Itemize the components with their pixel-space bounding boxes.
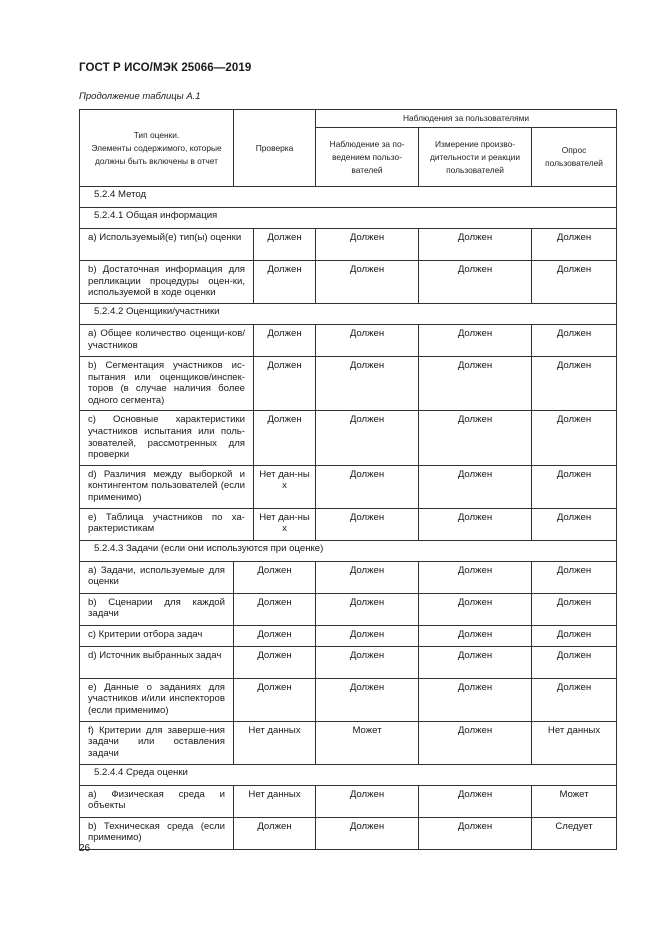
meas-cell: Должен — [419, 646, 532, 678]
item-label: c) Основные характеристики участников испытания или поль-зователей, рассмотренных для проверки — [80, 411, 254, 465]
obs-cell: Должен — [316, 357, 419, 411]
check-cell: Нет дан-ных — [254, 465, 316, 508]
check-cell: Должен — [254, 261, 316, 304]
col-header-behavior: Наблюдение за по- ведением пользо- вателей — [316, 128, 419, 187]
check-cell: Должен — [234, 646, 316, 678]
standard-title: ГОСТ Р ИСО/МЭК 25066—2019 — [79, 62, 252, 74]
obs-cell: Должен — [316, 465, 419, 508]
survey-cell: Должен — [532, 678, 617, 721]
meas-cell: Должен — [419, 508, 532, 540]
item-label: d) Источник выбранных задач — [80, 646, 234, 678]
section-row — [80, 540, 617, 561]
item-label: b) Сегментация участников ис-пытания или оценщиков/инспек-торов (в случае наличия более одного сегмента) — [80, 357, 254, 411]
table-row — [80, 357, 617, 411]
item-label: b) Сценарии для каждой задачи — [80, 593, 234, 625]
table-row — [80, 646, 617, 678]
table-row — [80, 785, 617, 817]
item-label: e) Данные о заданиях для участников и/или инспекторов (если применимо) — [80, 678, 234, 721]
check-cell: Нет данных — [234, 785, 316, 817]
survey-cell: Должен — [532, 625, 617, 646]
survey-cell: Должен — [532, 229, 617, 261]
check-cell: Должен — [234, 625, 316, 646]
table-row — [80, 625, 617, 646]
check-cell: Должен — [254, 325, 316, 357]
item-label: a) Используемый(е) тип(ы) оценки — [80, 229, 254, 261]
table-row — [80, 561, 617, 593]
table-row — [80, 261, 617, 304]
requirements-table — [79, 109, 617, 850]
table-row — [80, 678, 617, 721]
table-row — [80, 508, 617, 540]
check-cell: Должен — [254, 411, 316, 465]
item-label: a) Задачи, используемые для оценки — [80, 561, 234, 593]
meas-cell: Должен — [419, 325, 532, 357]
survey-cell: Должен — [532, 646, 617, 678]
survey-cell: Должен — [532, 561, 617, 593]
page-number: 26 — [79, 843, 91, 854]
check-cell: Нет дан-ных — [254, 508, 316, 540]
meas-cell: Должен — [419, 465, 532, 508]
item-label: a) Физическая среда и объекты — [80, 785, 234, 817]
item-label: c) Критерии отбора задач — [80, 625, 234, 646]
check-cell: Должен — [254, 357, 316, 411]
section-row — [80, 764, 617, 785]
meas-cell: Должен — [419, 678, 532, 721]
survey-cell: Может — [532, 785, 617, 817]
section-row — [80, 187, 617, 208]
obs-cell: Должен — [316, 593, 419, 625]
check-cell: Должен — [254, 229, 316, 261]
survey-cell: Должен — [532, 593, 617, 625]
survey-cell: Должен — [532, 325, 617, 357]
obs-cell: Должен — [316, 625, 419, 646]
col-header-survey: Опрос пользователей — [532, 128, 617, 187]
obs-cell: Должен — [316, 325, 419, 357]
col-header-observations: Наблюдения за пользователями — [316, 110, 617, 128]
survey-cell: Следует — [532, 817, 617, 849]
section-label: 5.2.4.3 Задачи (если они используются при оценке) — [80, 540, 617, 561]
item-label: b) Техническая среда (если применимо) — [80, 817, 234, 849]
meas-cell: Должен — [419, 625, 532, 646]
table-row — [80, 411, 617, 465]
obs-cell: Должен — [316, 561, 419, 593]
item-label: a) Общее количество оценщи-ков/ участников — [80, 325, 254, 357]
col-header-check: Проверка — [234, 110, 316, 187]
obs-cell: Должен — [316, 785, 419, 817]
check-cell: Должен — [234, 678, 316, 721]
check-cell: Должен — [234, 561, 316, 593]
survey-cell: Должен — [532, 411, 617, 465]
meas-cell: Должен — [419, 721, 532, 764]
item-label: d) Различия между выборкой и контингентом пользователей (если применимо) — [80, 465, 254, 508]
item-label: e) Таблица участников по ха-рактеристикам — [80, 508, 254, 540]
col-header-measurement: Измерение произво- дительности и реакции пользователей — [419, 128, 532, 187]
obs-cell: Должен — [316, 261, 419, 304]
obs-cell: Может — [316, 721, 419, 764]
survey-cell: Должен — [532, 508, 617, 540]
meas-cell: Должен — [419, 411, 532, 465]
meas-cell: Должен — [419, 785, 532, 817]
obs-cell: Должен — [316, 646, 419, 678]
item-label: f) Критерии для заверше-ния задачи или оставления задачи — [80, 721, 234, 764]
table-row — [80, 721, 617, 764]
survey-cell: Нет данных — [532, 721, 617, 764]
meas-cell: Должен — [419, 229, 532, 261]
meas-cell: Должен — [419, 261, 532, 304]
check-cell: Нет данных — [234, 721, 316, 764]
survey-cell: Должен — [532, 357, 617, 411]
item-label: b) Достаточная информация для репликации процедуры оцен-ки, используемой в ходе оценки — [80, 261, 254, 304]
survey-cell: Должен — [532, 261, 617, 304]
table-row — [80, 593, 617, 625]
table-row — [80, 465, 617, 508]
meas-cell: Должен — [419, 593, 532, 625]
section-label: 5.2.4.2 Оценщики/участники — [80, 304, 617, 325]
meas-cell: Должен — [419, 357, 532, 411]
table-row — [80, 325, 617, 357]
obs-cell: Должен — [316, 508, 419, 540]
section-label: 5.2.4.4 Среда оценки — [80, 764, 617, 785]
obs-cell: Должен — [316, 229, 419, 261]
table-caption: Продолжение таблицы А.1 — [79, 91, 201, 102]
meas-cell: Должен — [419, 561, 532, 593]
section-row — [80, 208, 617, 229]
section-row — [80, 304, 617, 325]
obs-cell: Должен — [316, 678, 419, 721]
check-cell: Должен — [234, 817, 316, 849]
section-label: 5.2.4 Метод — [80, 187, 617, 208]
header-row — [80, 110, 617, 128]
table-row — [80, 817, 617, 849]
section-label: 5.2.4.1 Общая информация — [80, 208, 617, 229]
obs-cell: Должен — [316, 411, 419, 465]
obs-cell: Должен — [316, 817, 419, 849]
meas-cell: Должен — [419, 817, 532, 849]
survey-cell: Должен — [532, 465, 617, 508]
check-cell: Должен — [234, 593, 316, 625]
table-row — [80, 229, 617, 261]
col-header-element: Тип оценки. Элементы содержимого, которые должны быть включены в отчет — [80, 110, 234, 187]
